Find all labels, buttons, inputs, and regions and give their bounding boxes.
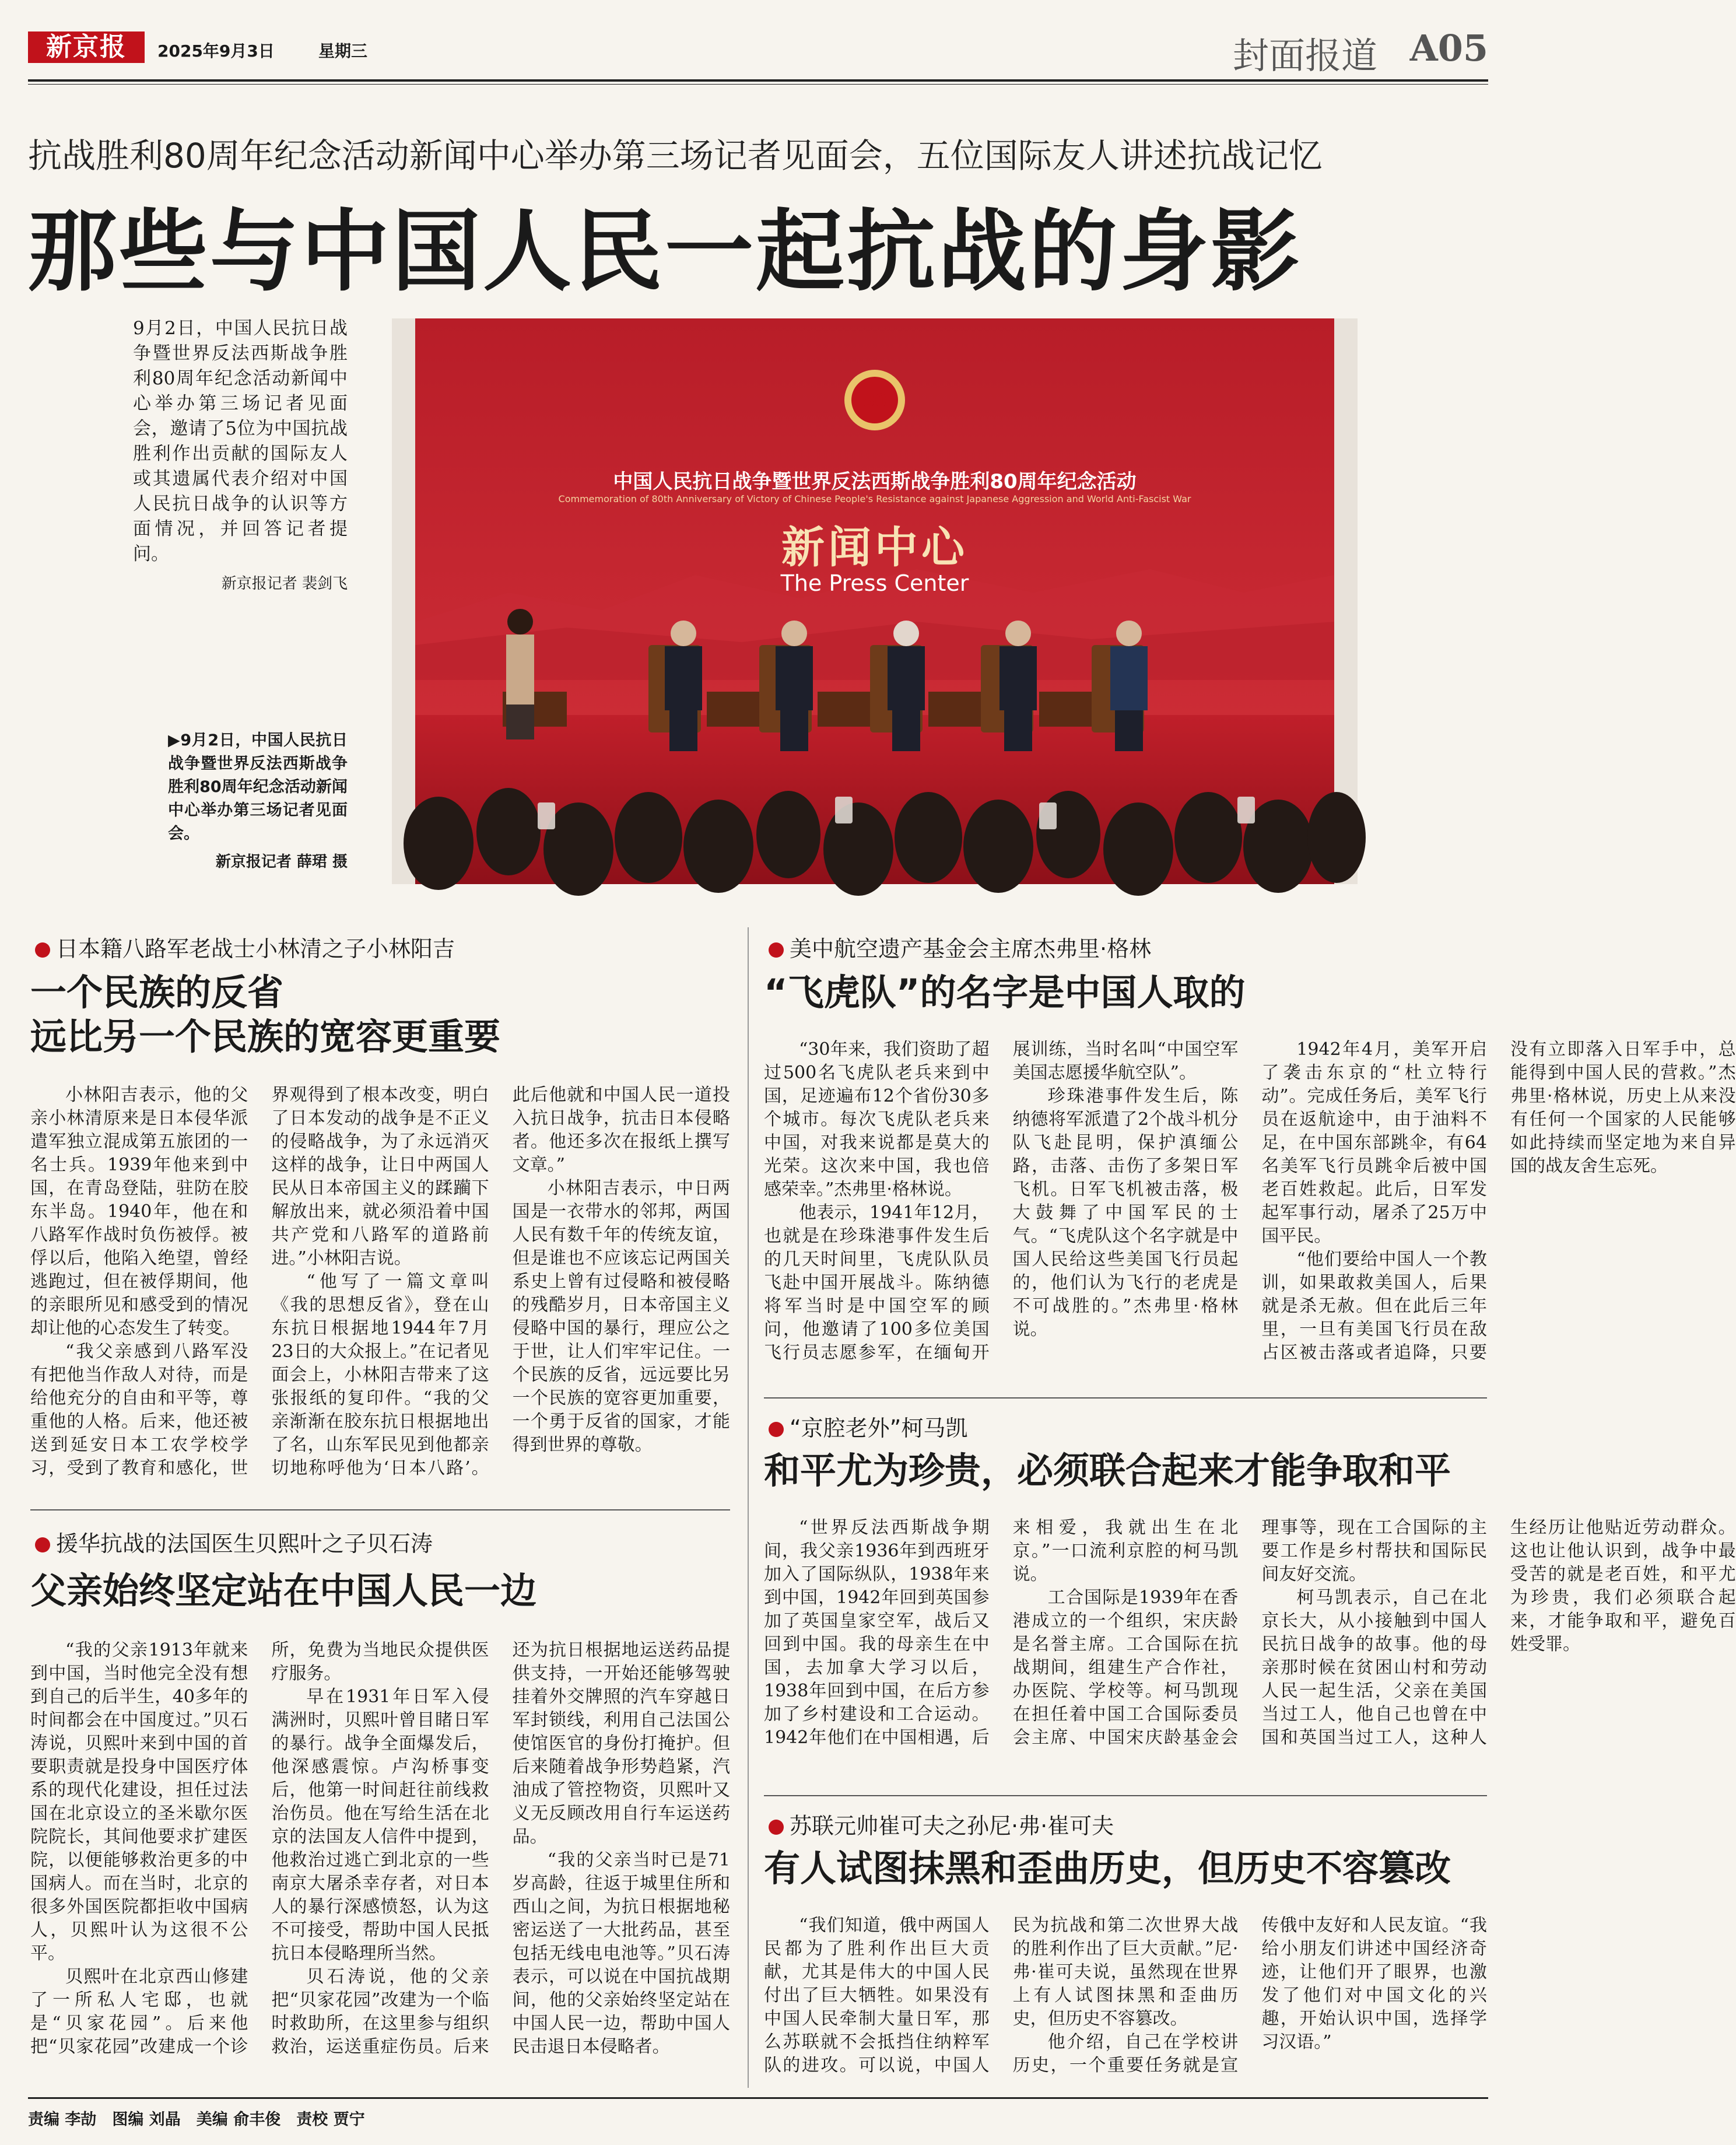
intro-credit: 新京报记者 裴剑飞 xyxy=(221,575,348,593)
bussiere-title: 父亲始终坚定站在中国人民一边 xyxy=(30,1569,537,1612)
issue-weekday: 星期三 xyxy=(318,41,368,61)
banner-title-en: Commemoration of 80th Anniversary of Victory of Chinese People's Resistance against Japanese Aggression and World Anti-Fascist War xyxy=(558,493,1191,504)
greene-title: “飞虎队”的名字是中国人取的 xyxy=(764,971,1246,1014)
newspaper-logo[interactable]: 新京报 xyxy=(28,31,145,63)
column-divider xyxy=(748,927,749,2088)
divider-left xyxy=(30,1509,730,1510)
bussiere-p3: 早在1931年日军入侵满洲时，贝熙叶曾目睹日军的暴行。战争全面爆发后，他深感震惊。卢沟桥事变后，他第一时间赶往前线救治伤员。他在写给生活在北京的法国友人信件中提到，他救治过逃亡到北京的一些南京大屠杀幸存者，对日本人的暴行深感愤怒，认为这不可接受，帮助中国人民抵抗日本侵略理所当然。 xyxy=(271,1687,489,1964)
crook-p1: “世界反法西斯战争期间，我父亲1936年到西班牙加入了国际纵队，1938年来到中国，1942年回到英国参加了英国皇家空军，战后又回到中国。我的母亲生在中国，去加拿大学习以后，1938年回到中国，在后方参加了乡村建设和工合运动。1942年他们在中国相遇，后来相爱，我就出生在北京。”一口流利京腔的柯马凯说。 xyxy=(764,1517,1239,1748)
press-center-en: The Press Center xyxy=(780,570,969,596)
chuikov-label xyxy=(769,1808,1114,1840)
intro-body: 9月2日，中国人民抗日战争暨世界反法西斯战争胜利80周年纪念活动新闻中心举办第三场记者见面会，邀请了5位为中国抗战胜利作出贡献的国际友人或其遗属代表介绍对中国人民抗日战争的认识等方面情况，并回答记者提问。 xyxy=(133,318,348,565)
chuikov-label-text: 苏联元帅崔可夫之孙尼·弗·崔可夫 xyxy=(790,1813,1114,1839)
issue-date: 2025年9月3日 xyxy=(157,41,275,61)
greene-body xyxy=(764,1038,1736,1376)
bussiere-label-text: 援华抗战的法国医生贝熙叶之子贝石涛 xyxy=(56,1531,433,1557)
chuikov-p1: “我们知道，俄中两国人民都为了胜利作出巨大贡献，尤其是伟大的中国人民付出了巨大牺牲。如果没有中国人民牵制大量日军，那么苏联就不会抵挡住纳粹军队的进攻。可以说，中国人民为抗战和第二次世界大战的胜利作出了巨大贡献。”尼·弗·崔可夫说，虽然现在世界上有人试图抹黑和歪曲历史，但历史不容篡改。 xyxy=(764,1915,1239,2076)
kicker: 抗战胜利80周年纪念活动新闻中心举办第三场记者见面会，五位国际友人讲述抗战记忆 xyxy=(28,136,1323,176)
divider-right-2 xyxy=(764,1795,1487,1796)
bussiere-body xyxy=(30,1639,730,2082)
section-name: 封面报道 xyxy=(1232,34,1377,77)
bussiere-label xyxy=(35,1526,433,1558)
kobayashi-label-text: 日本籍八路军老战士小林清之子小林阳吉 xyxy=(56,936,455,962)
masthead-rule-thin xyxy=(28,84,1488,85)
bussiere-p1: “我的父亲1913年就来到中国，当时他完全没有想到自己的后半生，40多年的时间都会在中国度过。”贝石涛说，贝熙叶来到中国的首要职责就是投身中国医疗体系的现代化建设，担任过法国在北京设立的圣米歇尔医院院长，其间他要求扩建医院，以便能够救治更多的中国病人。而在当时，北京的很多外国医院都拒收中国病人，贝熙叶认为这很不公平。 xyxy=(30,1640,248,1964)
photo-caption-body: ▶9月2日，中国人民抗日战争暨世界反法西斯战争胜利80周年纪念活动新闻中心举办第三场记者见面会。 xyxy=(168,731,348,843)
crook-label-text: “京腔老外”柯马凯 xyxy=(790,1415,968,1441)
photo-credit: 新京报记者 薛珺 摄 xyxy=(215,853,348,871)
bussiere-p2: 贝熙叶在北京西山修建了一所私人宅邸，也就是“贝家花园”。后来他把“贝家花园”改建成一个诊所，免费为当地民众提供医疗服务。 xyxy=(30,1640,489,2057)
crook-label xyxy=(769,1410,967,1442)
page-headline: 那些与中国人民一起抗战的身影 xyxy=(28,199,1302,303)
greene-label-text: 美中航空遗产基金会主席杰弗里·格林 xyxy=(790,936,1152,962)
divider-right-1 xyxy=(764,1397,1487,1399)
bullet-dot-icon xyxy=(769,1422,784,1437)
press-center-cn: 新闻中心 xyxy=(781,523,968,573)
crook-title: 和平尤为珍贵，必须联合起来才能争取和平 xyxy=(764,1449,1451,1492)
bullet-dot-icon xyxy=(35,942,50,958)
press-conference-photo[interactable] xyxy=(392,318,1358,884)
kobayashi-p4: 小林阳吉表示，中日两国是一衣带水的邻邦，两国人民有数千年的传统友谊，但是谁也不应该忘记两国关系史上曾有过侵略和被侵略的残酷岁月，日本帝国主义侵略中国的暴行，理应公之于世，让人们牢牢记住。一个民族的反省，远远要比另一个民族的宽容更加重要，一个勇于反省的国家，才能得到世界的尊敬。 xyxy=(512,1178,730,1455)
greene-p1: “30年来，我们资助了超过500名飞虎队老兵来到中国，足迹遍布12个省份30多个城市。每次飞虎队老兵来中国，对我来说都是莫大的光荣。这次来中国，我也倍感荣幸。”杰弗里·格林说。 xyxy=(764,1039,990,1200)
page-number: A05 xyxy=(1409,27,1488,69)
greene-p2: 他表示，1941年12月，也就是在珍珠港事件发生后的几天时间里，飞虎队队员飞赴中国开展战斗。陈纳德将军当时是中国空军的顾问，他邀请了100多位美国飞行员志愿参军，在缅甸开展训练，当时名叫“中国空军美国志愿援华航空队”。 xyxy=(764,1039,1239,1363)
crook-p3: 柯马凯表示，自己在北京长大，从小接触到中国人民抗日战争的故事。他的母亲那时候在贫困山村和劳动人民一起生活，父亲在美国当过工人，他自己也曾在中国和英国当过工人，这种人生经历让他贴近劳动群众。这也让他认识到，战争中最受苦的就是老百姓，和平尤为珍贵，我们必须联合起来，才能争取和平，避免百姓受罪。 xyxy=(1261,1517,1736,1748)
greene-p5: “他们要给中国人一个教训，如果敢救美国人，后果就是杀无赦。但在此后三年里，一旦有美国飞行员在敌占区被击落或者追降，只要没有立即落入日军手中，总能得到中国人民的营救。”杰弗里·格林说，历史上从来没有任何一个国家的人民能够如此持续而坚定地为来自异国的战友舍生忘死。 xyxy=(1261,1039,1736,1363)
kobayashi-p1: 小林阳吉表示，他的父亲小林清原来是日本侵华派遣军独立混成第五旅团的一名士兵。1939年他来到中国，在青岛登陆，驻防在胶东半岛。1940年，他在和八路军作战时负伤被俘。被俘以后，他陷入绝望，曾经逃跑过，但在被俘期间，他的亲眼所见和感受到的情况却让他的心态发生了转变。 xyxy=(30,1085,248,1338)
kobayashi-p3: “他写了一篇文章叫《我的思想反省》，登在山东抗日根据地1944年7月23日的大众报上。”在记者见面会上，小林阳吉带来了这张报纸的复印件。“我的父亲渐渐在胶东抗日根据地出了名，山东军民见到他都亲切地称呼他为‘日本八路’。此后他就和中国人民一道投入抗日战争，抗击日本侵略者。他还多次在报纸上撰写文章。” xyxy=(271,1085,730,1478)
bullet-dot-icon xyxy=(769,1820,784,1835)
photo-caption xyxy=(168,729,348,874)
bussiere-p5: “我的父亲当时已是71岁高龄，往返于城里住所和西山之间，为抗日根据地秘密运送了一大批药品，甚至包括无线电电池等。”贝石涛表示，可以说在中国抗战期间，他的父亲始终坚定站在中国人民一边，帮助中国人民击退日本侵略者。 xyxy=(512,1850,730,2057)
editor-credits: 责编 李劼 图编 刘晶 美编 俞丰俊 责校 贾宁 xyxy=(28,2111,365,2129)
bullet-dot-icon xyxy=(769,942,784,958)
chuikov-body xyxy=(764,1914,1487,2083)
masthead xyxy=(28,21,1488,79)
bussiere-p4: 贝石涛说，他的父亲把“贝家花园”改建为一个临时救助所，在这里参与组织救治，运送重症伤员。后来还为抗日根据地运送药品提供支持，一开始还能够驾驶挂着外交牌照的汽车穿越日军封锁线，利用自己法国公使馆医官的身份打掩护。但后来随着战争形势趋紧，汽油成了管控物资，贝熙叶又义无反顾改用自行车运送药品。 xyxy=(271,1640,730,2057)
crook-p2: 工合国际是1939年在香港成立的一个组织，宋庆龄是名誉主席。工合国际在抗战期间，组建生产合作社，办医院、学校等。柯马凯现在担任着中国工合国际委员会主席、中国宋庆龄基金会理事等，现在工合国际的主要工作是乡村帮扶和国际民间友好交流。 xyxy=(1012,1517,1487,1748)
chuikov-p2: 他介绍，自己在学校讲历史，一个重要任务就是宣传俄中友好和人民友谊。“我给小朋友们讲述中国经济奇迹，让他们开了眼界，也激发了他们对中国文化的兴趣，开始认识中国，选择学习汉语。” xyxy=(1012,1915,1487,2076)
kobayashi-label xyxy=(35,931,455,963)
greene-p3: 珍珠港事件发生后，陈纳德将军派遣了2个战斗机分队飞赴昆明，保护滇缅公路，击落、击伤了多架日军飞机。日军飞机被击落，极大鼓舞了中国军民的士气。“飞虎队这个名字就是中国人民给这些美国飞行员起的，他们认为飞行的老虎是不可战胜的。”杰弗里·格林说。 xyxy=(1012,1086,1239,1340)
greene-label xyxy=(769,931,1151,963)
bullet-dot-icon xyxy=(35,1537,50,1552)
banner-title-cn: 中国人民抗日战争暨世界反法西斯战争胜利80周年纪念活动 xyxy=(613,470,1137,493)
greene-p4: 1942年4月，美军开启了袭击东京的“杜立特行动”。完成任务后，美军飞行员在返航途中，由于油料不足，在中国东部跳伞，有64名美军飞行员跳伞后被中国老百姓救起。此后，日军发起军事行动，屠杀了25万中国平民。 xyxy=(1261,1039,1487,1246)
masthead-rule xyxy=(28,79,1488,82)
kobayashi-title-1: 一个民族的反省 xyxy=(30,971,284,1014)
crook-body xyxy=(764,1516,1736,1761)
intro-text xyxy=(133,316,348,597)
footer-rule xyxy=(28,2097,1488,2099)
kobayashi-body xyxy=(30,1084,730,1492)
emblem-80: 80 xyxy=(862,391,887,411)
kobayashi-title-2: 远比另一个民族的宽容更重要 xyxy=(30,1015,501,1058)
kobayashi-p2: “我父亲感到八路军没有把他当作敌人对待，而是给他充分的自由和平等，尊重他的人格。后来，他还被送到延安日本工农学校学习，受到了教育和感化，世界观得到了根本改变，明白了日本发动的战争是不正义的侵略战争，为了永远消灭这样的战争，让日中两国人民从日本帝国主义的蹂躏下解放出来，就必须沿着中国共产党和八路军的道路前进。”小林阳吉说。 xyxy=(30,1085,489,1478)
chuikov-title: 有人试图抹黑和歪曲历史，但历史不容篡改 xyxy=(764,1847,1451,1890)
